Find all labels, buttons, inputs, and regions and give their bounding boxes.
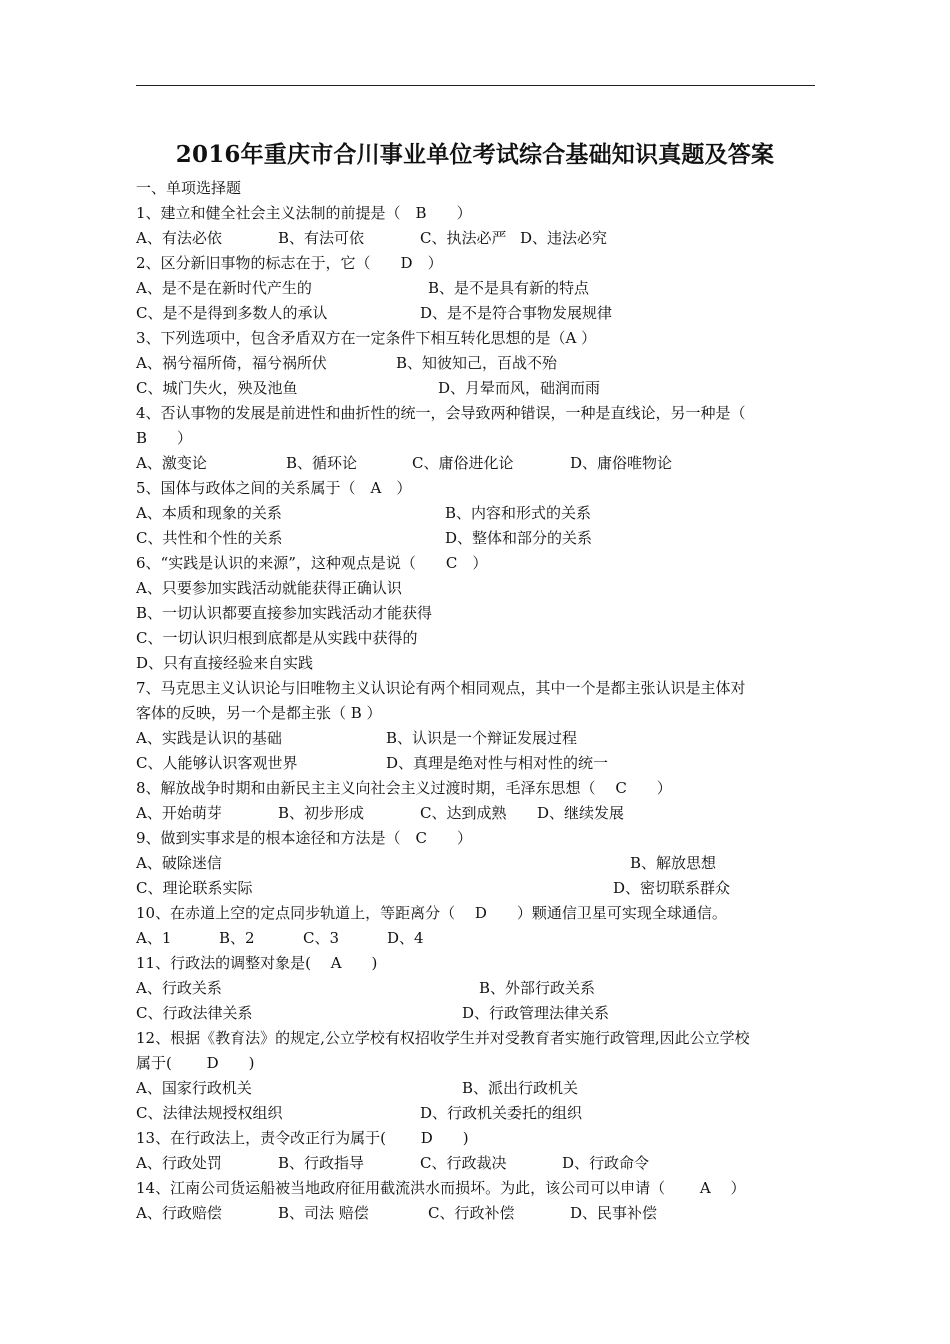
q1-option-a: A、有法必依 <box>136 229 222 247</box>
q5-option-b: B、内容和形式的关系 <box>445 504 592 522</box>
q8-option-a: A、开始萌芽 <box>136 804 222 822</box>
q1-option-c: C、执法必严 <box>420 229 507 247</box>
question-1: 1、建立和健全社会主义法制的前提是（ B ） <box>136 204 472 222</box>
q1-option-d: D、违法必究 <box>520 229 608 247</box>
q8-option-b: B、初步形成 <box>278 804 365 822</box>
q4-option-d: D、庸俗唯物论 <box>570 454 673 472</box>
q11-option-a: A、行政关系 <box>136 979 222 997</box>
question-13: 13、在行政法上，责令改正行为属于( D ) <box>136 1129 469 1147</box>
q13-option-a: A、行政处罚 <box>136 1154 222 1172</box>
q2-option-c: C、是不是得到多数人的承认 <box>136 304 328 322</box>
q3-option-c: C、城门失火，殃及池鱼 <box>136 379 298 397</box>
question-11: 11、行政法的调整对象是( A ) <box>136 954 378 972</box>
question-9: 9、做到实事求是的根本途径和方法是（ C ） <box>136 829 473 847</box>
q13-option-d: D、行政命令 <box>562 1154 650 1172</box>
header-rule <box>136 85 815 86</box>
q8-option-c: C、达到成熟 <box>420 804 507 822</box>
question-12-line-2: 属于( D ) <box>136 1054 255 1072</box>
q3-option-d: D、月晕而风，础润而雨 <box>438 379 601 397</box>
q13-option-c: C、行政裁决 <box>420 1154 507 1172</box>
question-5: 5、国体与政体之间的关系属于（ A ） <box>136 479 412 497</box>
q2-option-a: A、是不是在新时代产生的 <box>136 279 312 297</box>
q14-option-d: D、民事补偿 <box>570 1204 658 1222</box>
q4-option-c: C、庸俗进化论 <box>412 454 514 472</box>
question-3: 3、下列选项中，包含矛盾双方在一定条件下相互转化思想的是（A ） <box>136 329 597 347</box>
q9-option-d: D、密切联系群众 <box>613 879 731 897</box>
q13-option-b: B、行政指导 <box>278 1154 365 1172</box>
question-4-line-2: B ） <box>136 429 193 447</box>
q5-option-d: D、整体和部分的关系 <box>445 529 593 547</box>
q10-option-c: C、3 <box>303 929 340 947</box>
q2-option-d: D、是不是符合事物发展规律 <box>420 304 613 322</box>
q7-option-d: D、真理是绝对性与相对性的统一 <box>386 754 609 772</box>
question-4-line-1: 4、否认事物的发展是前进性和曲折性的统一，会导致两种错误，一种是直线论，另一种是（ <box>136 404 746 422</box>
q3-option-b: B、知彼知己，百战不殆 <box>396 354 558 372</box>
question-14: 14、江南公司货运船被当地政府征用截流洪水而损坏。为此，该公司可以申请（ A ） <box>136 1179 746 1197</box>
q7-option-b: B、认识是一个辩证发展过程 <box>386 729 578 747</box>
question-6: 6、“实践是认识的来源”，这种观点是说（ C ） <box>136 554 488 572</box>
q14-option-b: B、司法 赔偿 <box>278 1204 369 1222</box>
q12-option-c: C、法律法规授权组织 <box>136 1104 283 1122</box>
q12-option-a: A、国家行政机关 <box>136 1079 252 1097</box>
section-heading: 一、单项选择题 <box>136 179 242 197</box>
question-10: 10、在赤道上空的定点同步轨道上，等距离分（ D ）颗通信卫星可实现全球通信。 <box>136 904 727 922</box>
q4-option-a: A、激变论 <box>136 454 207 472</box>
q11-option-d: D、行政管理法律关系 <box>462 1004 610 1022</box>
q7-option-a: A、实践是认识的基础 <box>136 729 282 747</box>
q6-option-c: C、一切认识归根到底都是从实践中获得的 <box>136 629 418 647</box>
q12-option-d: D、行政机关委托的组织 <box>420 1104 583 1122</box>
question-7-line-2: 客体的反映，另一个是都主张（ B ） <box>136 704 382 722</box>
q3-option-a: A、祸兮福所倚，福兮祸所伏 <box>136 354 327 372</box>
q9-option-b: B、解放思想 <box>630 854 717 872</box>
question-8: 8、解放战争时期和由新民主主义向社会主义过渡时期，毛泽东思想（ C ） <box>136 779 672 797</box>
q2-option-b: B、是不是具有新的特点 <box>428 279 590 297</box>
question-7-line-1: 7、马克思主义认识论与旧唯物主义认识论有两个相同观点，其中一个是都主张认识是主体对 <box>136 679 746 697</box>
q9-option-a: A、破除迷信 <box>136 854 222 872</box>
question-12-line-1: 12、根据《教育法》的规定,公立学校有权招收学生并对受教育者实施行政管理,因此公立学校 <box>136 1029 750 1047</box>
q5-option-c: C、共性和个性的关系 <box>136 529 283 547</box>
q12-option-b: B、派出行政机关 <box>462 1079 579 1097</box>
q10-option-a: A、1 <box>136 929 172 947</box>
q1-option-b: B、有法可依 <box>278 229 365 247</box>
q9-option-c: C、理论联系实际 <box>136 879 253 897</box>
q11-option-c: C、行政法律关系 <box>136 1004 253 1022</box>
q5-option-a: A、本质和现象的关系 <box>136 504 282 522</box>
q14-option-c: C、行政补偿 <box>428 1204 515 1222</box>
q7-option-c: C、人能够认识客观世界 <box>136 754 298 772</box>
q10-option-b: B、2 <box>219 929 255 947</box>
question-2: 2、区分新旧事物的标志在于，它（ D ） <box>136 254 443 272</box>
q6-option-d: D、只有直接经验来自实践 <box>136 654 314 672</box>
q4-option-b: B、循环论 <box>286 454 358 472</box>
q14-option-a: A、行政赔偿 <box>136 1204 222 1222</box>
document-title: 2016年重庆市合川事业单位考试综合基础知识真题及答案 <box>175 141 775 168</box>
q6-option-b: B、一切认识都要直接参加实践活动才能获得 <box>136 604 433 622</box>
q11-option-b: B、外部行政关系 <box>479 979 596 997</box>
q10-option-d: D、4 <box>387 929 424 947</box>
q8-option-d: D、继续发展 <box>537 804 625 822</box>
q6-option-a: A、只要参加实践活动就能获得正确认识 <box>136 579 402 597</box>
